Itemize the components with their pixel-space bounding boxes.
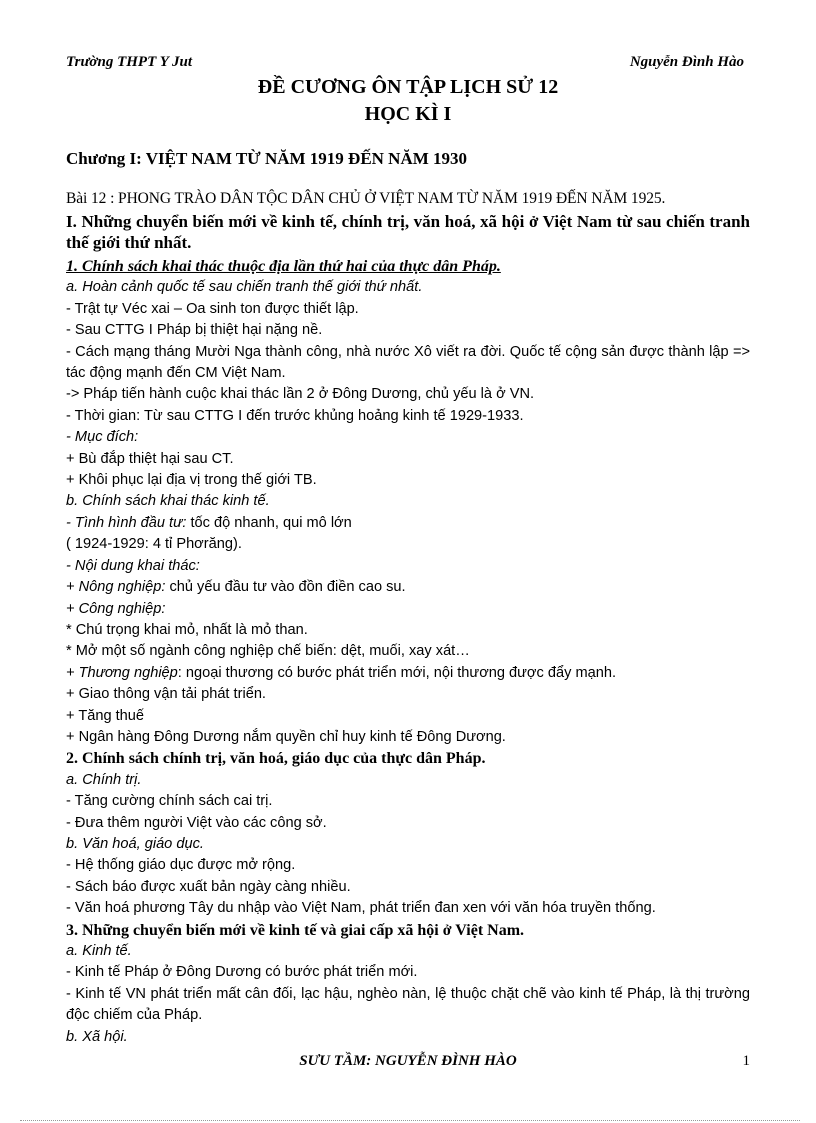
body-line: - Sau CTTG I Pháp bị thiệt hại nặng nề.	[66, 322, 323, 339]
inline-text: tốc độ nhanh, qui mô lớn	[186, 514, 352, 531]
subheading: - Mục đích:	[66, 429, 139, 446]
body-line: + Ngân hàng Đông Dương nắm quyền chỉ huy kinh tế Đông Dương.	[66, 728, 506, 745]
header-author: Nguyễn Đình Hào	[629, 54, 744, 70]
body-line: -> Pháp tiến hành cuộc khai thác lần 2 ở Đông Dương, chủ yếu là ở VN.	[66, 386, 535, 403]
body-line: - Cách mạng tháng Mười Nga thành công, nhà nước Xô viết ra đời. Quốc tế cộng sản được thành lập => tác động mạnh đến CM Việt Nam.	[66, 343, 750, 382]
body-line: - Kinh tế VN phát triển mất cân đối, lạc hậu, nghèo nàn, lệ thuộc chặt chẽ vào kinh tế Pháp, là thị trường độc chiếm của Pháp.	[66, 985, 750, 1024]
body-line: * Mở một số ngành công nghiệp chế biến: dệt, muối, xay xát…	[66, 643, 470, 660]
body-line	[66, 577, 750, 598]
body-line: - Hệ thống giáo dục được mở rộng.	[66, 857, 296, 874]
footer-text: SƯU TẦM: NGUYỄN ĐÌNH HÀO	[299, 1053, 517, 1069]
subheading: b. Xã hội.	[66, 1028, 128, 1045]
inline-text: chủ yếu đầu tư vào đồn điền cao su.	[165, 579, 406, 596]
inline-text: : ngoại thương có bước phát triển mới, nội thương được đẩy mạnh.	[177, 664, 617, 681]
body-line: + Tăng thuế	[66, 707, 145, 724]
page-bottom-rule	[20, 1120, 800, 1121]
inline-label: + Nông nghiệp:	[66, 579, 166, 596]
body-line: - Kinh tế Pháp ở Đông Dương có bước phát triển mới.	[66, 964, 418, 981]
body-line: - Tăng cường chính sách cai trị.	[66, 793, 273, 810]
section-heading: I. Những chuyển biến mới về kinh tế, chính trị, văn hoá, xã hội ở Việt Nam từ sau chiến tranh thế giới thứ nhất.	[66, 212, 750, 252]
header-school: Trường THPT Y Jut	[66, 54, 193, 70]
body-line: + Công nghiệp:	[66, 600, 166, 617]
document-title: ĐỀ CƯƠNG ÔN TẬP LỊCH SỬ 12	[257, 76, 559, 98]
inline-label: - Tình hình đầu tư:	[66, 514, 187, 531]
subsection-heading: 2. Chính sách chính trị, văn hoá, giáo dục của thực dân Pháp.	[66, 750, 486, 768]
body-line	[66, 663, 750, 684]
subheading: a. Chính trị.	[66, 771, 142, 788]
subheading: b. Chính sách khai thác kinh tế.	[66, 493, 270, 510]
subsection-heading: 3. Những chuyển biến mới về kinh tế và giai cấp xã hội ở Việt Nam.	[66, 921, 525, 939]
subheading: b. Văn hoá, giáo dục.	[66, 835, 204, 852]
page-number: 1	[742, 1053, 750, 1069]
inline-label: + Thương nghiệp	[66, 664, 178, 681]
lesson-heading: Bài 12 : PHONG TRÀO DÂN TỘC DÂN CHỦ Ở VIỆT NAM TỪ NĂM 1919 ĐẾN NĂM 1925.	[66, 190, 666, 207]
body-line: - Sách báo được xuất bản ngày càng nhiều.	[66, 878, 351, 895]
document-subtitle: HỌC KÌ I	[364, 103, 452, 125]
subheading: a. Kinh tế.	[66, 943, 132, 959]
body-line: - Đưa thêm người Việt vào các công sở.	[66, 814, 327, 831]
body-line: * Chú trọng khai mỏ, nhất là mỏ than.	[66, 621, 308, 638]
body-line: + Bù đắp thiệt hại sau CT.	[66, 450, 234, 467]
subheading: - Nội dung khai thác:	[66, 557, 200, 574]
body-line: ( 1924-1929: 4 tỉ Phơrăng).	[66, 536, 242, 553]
body-line: + Giao thông vận tải phát triển.	[66, 686, 266, 703]
chapter-heading: Chương I: VIỆT NAM TỪ NĂM 1919 ĐẾN NĂM 1930	[66, 149, 468, 168]
body-line	[66, 513, 750, 534]
body-line: - Trật tự Véc xai – Oa sinh ton được thiết lập.	[66, 300, 359, 317]
subsection-heading: 1. Chính sách khai thác thuộc địa lần thứ hai của thực dân Pháp.	[66, 258, 501, 275]
document-body	[66, 256, 750, 1048]
subheading: a. Hoàn cảnh quốc tế sau chiến tranh thế giới thứ nhất.	[66, 279, 423, 296]
body-line: - Văn hoá phương Tây du nhập vào Việt Nam, phát triển đan xen với văn hóa truyền thống.	[66, 900, 656, 917]
body-line: + Khôi phục lại địa vị trong thế giới TB.	[66, 472, 317, 489]
body-line: - Thời gian: Từ sau CTTG I đến trước khủng hoảng kinh tế 1929-1933.	[66, 407, 524, 424]
